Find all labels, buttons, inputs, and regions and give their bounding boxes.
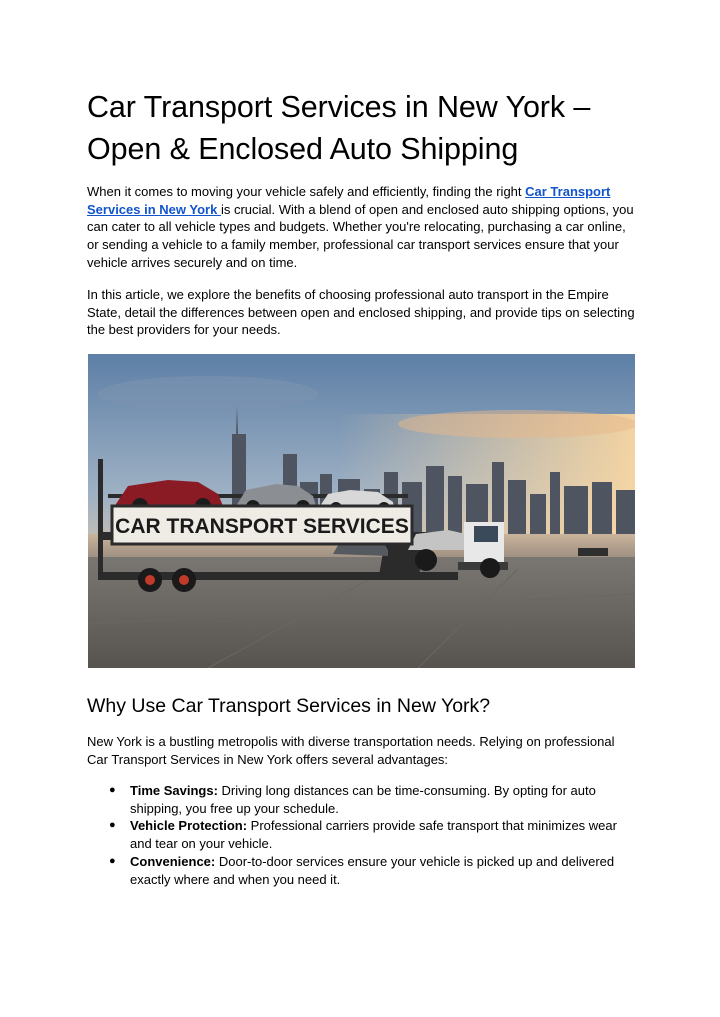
bullet-label: Convenience: (130, 853, 216, 869)
bullet-text: Driving long distances can be time-consuming. By opting for auto shipping, you free up your schedule. (130, 783, 596, 816)
sign-text: CAR TRANSPORT SERVICES (115, 515, 409, 538)
bullet-text: Professional carriers provide safe transport that minimizes wear and tear on your vehicle. (130, 818, 617, 852)
list-item (87, 782, 635, 817)
section-intro: New York is a bustling metropolis with diverse transportation needs. Relying on professional Car Transport Services in New York offers several advantages: (87, 734, 615, 767)
bullet-label: Vehicle Protection: (130, 818, 248, 834)
bullet-icon: ● (109, 784, 116, 796)
section-heading: Why Use Car Transport Services in New York? (87, 695, 491, 717)
list-item (87, 853, 635, 888)
page-title: Car Transport Services in New York – Open & Enclosed Auto Shipping (87, 90, 591, 166)
bullet-icon: ● (109, 819, 116, 832)
car-transport-photo (88, 354, 635, 668)
bullet-label: Time Savings: (130, 783, 218, 798)
overview-paragraph: In this article, we explore the benefits of choosing professional auto transport in the Empire State, detail the differences between open and enclosed shipping, and provide tips on selecting the best providers for your needs. (87, 287, 635, 338)
bullet-icon: ● (109, 854, 116, 867)
intro-text-after: is crucial. With a blend of open and enclosed auto shipping options, you can cater to all vehicle types and budgets. Whether you're relocating, purchasing a car online, or sending a vehicle to a family member, professional car transport services ensure that your vehicle arrives securely and on time. (87, 201, 634, 270)
bullet-text: Door-to-door services ensure your vehicle is picked up and delivered exactly where and when you need it. (130, 853, 615, 887)
intro-paragraph (87, 183, 635, 272)
intro-text-before: When it comes to moving your vehicle safely and efficiently, finding the right (87, 184, 526, 199)
list-item (87, 817, 635, 852)
car-transport-link[interactable]: Car Transport Services in New York (87, 184, 611, 217)
advantages-list (87, 782, 635, 888)
